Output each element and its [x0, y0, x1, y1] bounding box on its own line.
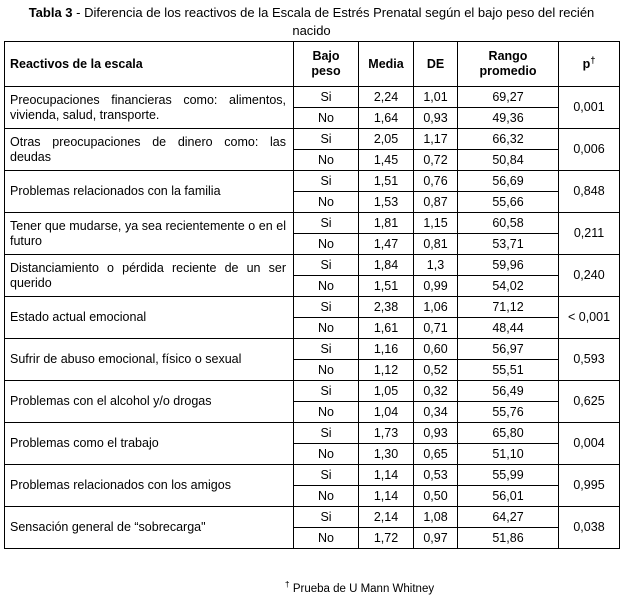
de-no: 0,99: [414, 276, 458, 297]
rango-no: 49,36: [458, 108, 559, 129]
de-no: 0,52: [414, 360, 458, 381]
bajo-peso-no: No: [294, 528, 359, 549]
prenatal-stress-table: [4, 41, 620, 549]
rango-no: 55,66: [458, 192, 559, 213]
bajo-peso-si: Si: [294, 423, 359, 444]
table-title-number: Tabla 3: [28, 5, 73, 20]
table-row: [5, 171, 620, 192]
table-footnote: [0, 577, 623, 596]
rango-no: 48,44: [458, 318, 559, 339]
p-value: 0,625: [559, 381, 620, 423]
bajo-peso-no: No: [294, 444, 359, 465]
bajo-peso-no: No: [294, 108, 359, 129]
bajo-peso-si: Si: [294, 339, 359, 360]
de-si: 1,08: [414, 507, 458, 528]
rango-si: 56,69: [458, 171, 559, 192]
rango-no: 56,01: [458, 486, 559, 507]
table-row: [5, 213, 620, 234]
bajo-peso-si: Si: [294, 297, 359, 318]
rango-si: 60,58: [458, 213, 559, 234]
table-row: [5, 339, 620, 360]
table-row: [5, 129, 620, 150]
rango-no: 50,84: [458, 150, 559, 171]
media-no: 1,47: [359, 234, 414, 255]
bajo-peso-no: No: [294, 402, 359, 423]
p-value: 0,995: [559, 465, 620, 507]
media-no: 1,14: [359, 486, 414, 507]
row-label: Sufrir de abuso emocional, físico o sexual: [5, 339, 294, 381]
de-si: 0,53: [414, 465, 458, 486]
rango-no: 55,76: [458, 402, 559, 423]
de-no: 0,71: [414, 318, 458, 339]
table-title-text: - Diferencia de los reactivos de la Escala de Estrés Prenatal según el bajo peso del recién nacido: [72, 5, 595, 38]
media-no: 1,64: [359, 108, 414, 129]
media-si: 1,05: [359, 381, 414, 402]
row-label: Tener que mudarse, ya sea recientemente o en el futuro: [5, 213, 294, 255]
media-si: 1,73: [359, 423, 414, 444]
table-row: [5, 507, 620, 528]
rango-no: 51,86: [458, 528, 559, 549]
row-label: Otras preocupaciones de dinero como: las deudas: [5, 129, 294, 171]
rango-no: 53,71: [458, 234, 559, 255]
de-no: 0,81: [414, 234, 458, 255]
rango-si: 56,97: [458, 339, 559, 360]
de-si: 1,01: [414, 87, 458, 108]
p-value: 0,593: [559, 339, 620, 381]
media-si: 2,05: [359, 129, 414, 150]
media-no: 1,72: [359, 528, 414, 549]
rango-si: 56,49: [458, 381, 559, 402]
media-si: 1,84: [359, 255, 414, 276]
bajo-peso-no: No: [294, 276, 359, 297]
bajo-peso-no: No: [294, 486, 359, 507]
de-no: 0,87: [414, 192, 458, 213]
rango-si: 55,99: [458, 465, 559, 486]
rango-si: 65,80: [458, 423, 559, 444]
row-label: Problemas con el alcohol y/o drogas: [5, 381, 294, 423]
bajo-peso-si: Si: [294, 213, 359, 234]
row-label: Problemas relacionados con la familia: [5, 171, 294, 213]
de-no: 0,34: [414, 402, 458, 423]
rango-si: 59,96: [458, 255, 559, 276]
p-value: 0,848: [559, 171, 620, 213]
table-row: [5, 255, 620, 276]
media-no: 1,04: [359, 402, 414, 423]
media-no: 1,51: [359, 276, 414, 297]
table-title: [0, 4, 623, 40]
row-label: Estado actual emocional: [5, 297, 294, 339]
table-row: [5, 297, 620, 318]
media-no: 1,30: [359, 444, 414, 465]
media-si: 1,16: [359, 339, 414, 360]
de-no: 0,50: [414, 486, 458, 507]
p-value: 0,001: [559, 87, 620, 129]
bajo-peso-si: Si: [294, 171, 359, 192]
p-value: 0,004: [559, 423, 620, 465]
col-header-bajo-peso: Bajo peso: [294, 42, 359, 87]
table-row: [5, 381, 620, 402]
col-header-p: p†: [559, 42, 620, 87]
media-si: 2,38: [359, 297, 414, 318]
col-header-de: DE: [414, 42, 458, 87]
dagger-icon: †: [284, 579, 290, 589]
footnote-text: Prueba de U Mann Whitney: [289, 582, 435, 595]
de-no: 0,93: [414, 108, 458, 129]
bajo-peso-si: Si: [294, 87, 359, 108]
de-no: 0,72: [414, 150, 458, 171]
de-si: 0,93: [414, 423, 458, 444]
p-value: < 0,001: [559, 297, 620, 339]
row-label: Problemas relacionados con los amigos: [5, 465, 294, 507]
de-no: 0,65: [414, 444, 458, 465]
de-si: 1,15: [414, 213, 458, 234]
p-value: 0,211: [559, 213, 620, 255]
media-no: 1,53: [359, 192, 414, 213]
table-row: [5, 465, 620, 486]
de-si: 1,17: [414, 129, 458, 150]
dagger-icon: †: [590, 54, 596, 65]
media-no: 1,61: [359, 318, 414, 339]
p-value: 0,038: [559, 507, 620, 549]
p-value: 0,006: [559, 129, 620, 171]
table-row: [5, 423, 620, 444]
rango-no: 54,02: [458, 276, 559, 297]
rango-si: 69,27: [458, 87, 559, 108]
bajo-peso-si: Si: [294, 465, 359, 486]
media-si: 2,24: [359, 87, 414, 108]
media-si: 2,14: [359, 507, 414, 528]
row-label: Preocupaciones financieras como: alimentos, vivienda, salud, transporte.: [5, 87, 294, 129]
header-row: [5, 42, 620, 87]
rango-si: 71,12: [458, 297, 559, 318]
bajo-peso-no: No: [294, 150, 359, 171]
bajo-peso-no: No: [294, 234, 359, 255]
media-si: 1,81: [359, 213, 414, 234]
de-si: 0,60: [414, 339, 458, 360]
de-si: 1,06: [414, 297, 458, 318]
table-row: [5, 87, 620, 108]
row-label: Problemas como el trabajo: [5, 423, 294, 465]
bajo-peso-no: No: [294, 192, 359, 213]
bajo-peso-si: Si: [294, 255, 359, 276]
de-no: 0,97: [414, 528, 458, 549]
bajo-peso-no: No: [294, 360, 359, 381]
col-header-media: Media: [359, 42, 414, 87]
de-si: 0,32: [414, 381, 458, 402]
rango-si: 64,27: [458, 507, 559, 528]
bajo-peso-si: Si: [294, 381, 359, 402]
media-no: 1,12: [359, 360, 414, 381]
col-header-rango-promedio: Rango promedio: [458, 42, 559, 87]
bajo-peso-si: Si: [294, 129, 359, 150]
bajo-peso-si: Si: [294, 507, 359, 528]
de-si: 1,3: [414, 255, 458, 276]
col-header-reactivos: Reactivos de la escala: [5, 42, 294, 87]
bajo-peso-no: No: [294, 318, 359, 339]
rango-si: 66,32: [458, 129, 559, 150]
row-label: Sensación general de “sobrecarga": [5, 507, 294, 549]
media-si: 1,51: [359, 171, 414, 192]
media-no: 1,45: [359, 150, 414, 171]
p-value: 0,240: [559, 255, 620, 297]
rango-no: 51,10: [458, 444, 559, 465]
de-si: 0,76: [414, 171, 458, 192]
row-label: Distanciamiento o pérdida reciente de un ser querido: [5, 255, 294, 297]
rango-no: 55,51: [458, 360, 559, 381]
media-si: 1,14: [359, 465, 414, 486]
